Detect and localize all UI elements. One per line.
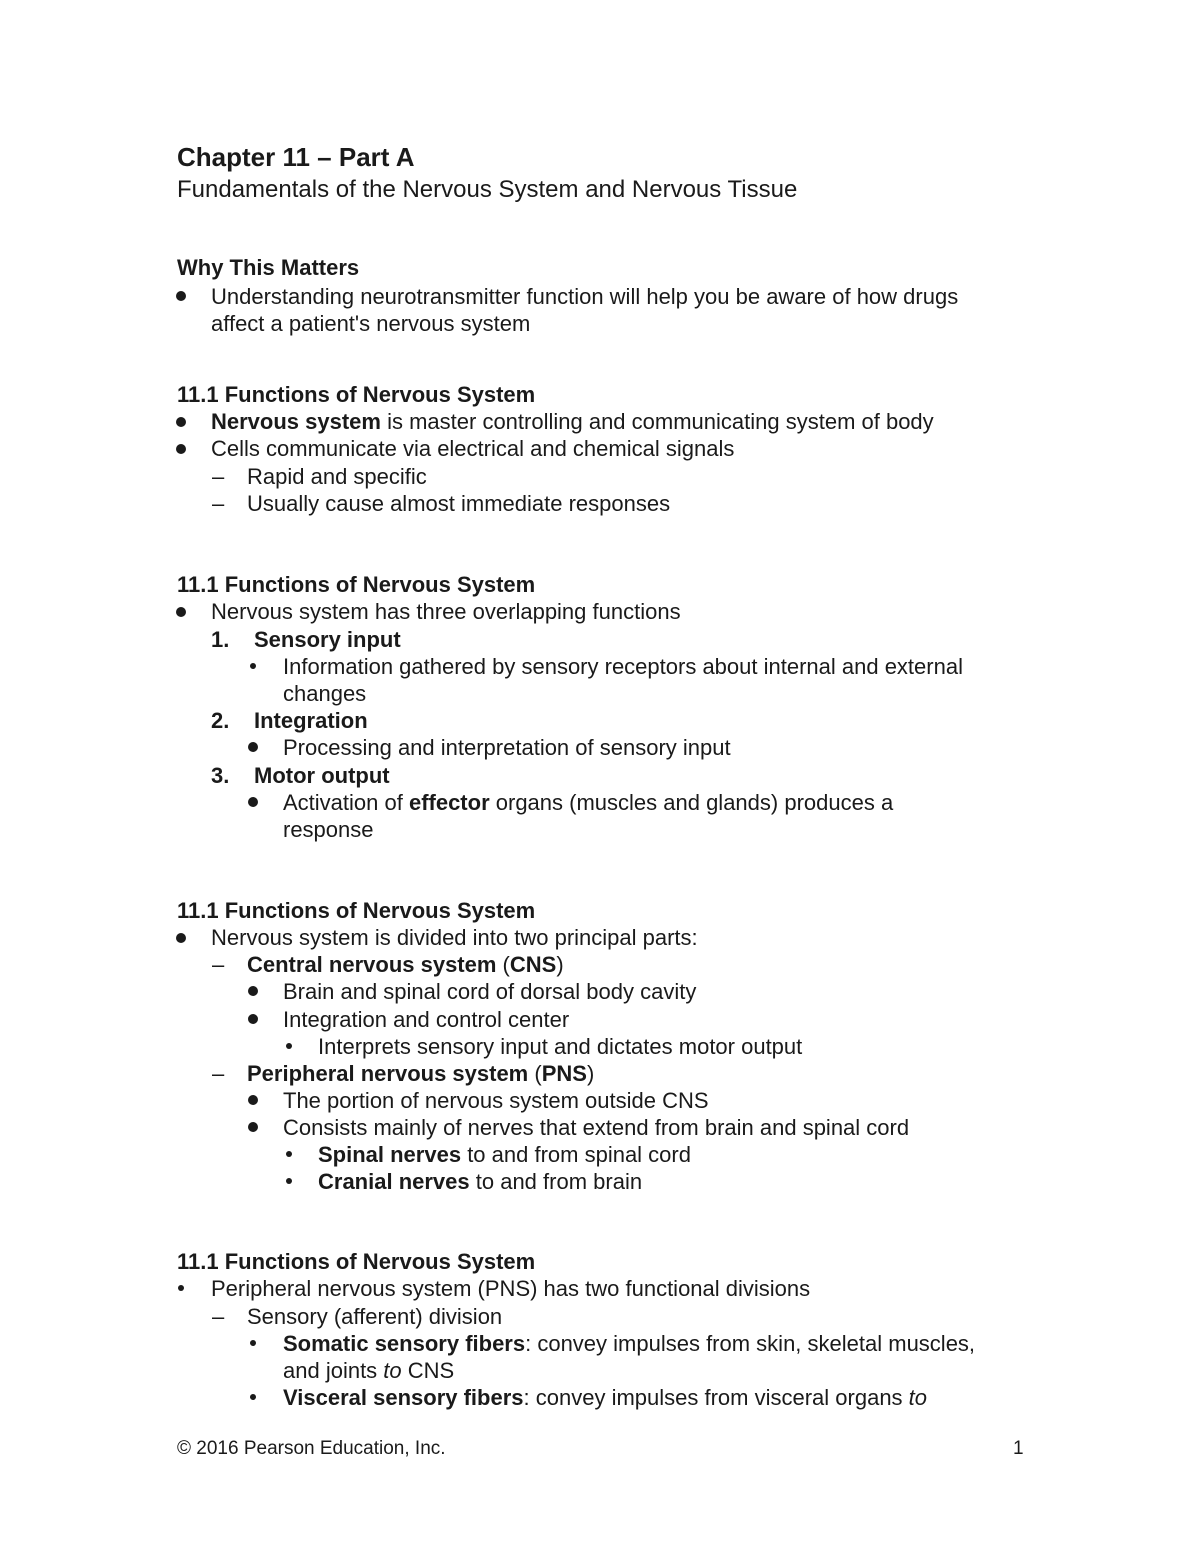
bullet-icon bbox=[176, 933, 186, 943]
page-number: 1 bbox=[1013, 1438, 1024, 1459]
s2-bullet-1: Nervous system has three overlapping functions bbox=[211, 599, 681, 624]
s1-dash-1: Rapid and specific bbox=[247, 464, 427, 489]
pns-sub-text: to and from brain bbox=[469, 1169, 643, 1194]
why-heading: Why This Matters bbox=[177, 255, 360, 280]
s4-bullet-1: Peripheral nervous system (PNS) has two functional divisions bbox=[211, 1276, 811, 1301]
term-spinal-nerves: Spinal nerves bbox=[318, 1142, 462, 1167]
small-bullet-icon bbox=[178, 1285, 184, 1291]
number-2: 2. bbox=[211, 708, 230, 733]
motor-output-text: Activation of bbox=[283, 790, 409, 815]
small-bullet-icon bbox=[250, 1394, 256, 1400]
visceral-text: : convey impulses from visceral organs bbox=[523, 1385, 909, 1410]
bullet-icon bbox=[248, 986, 258, 996]
pns-heading bbox=[247, 1061, 594, 1087]
abbr-pns: PNS bbox=[541, 1061, 587, 1086]
dash-icon: – bbox=[212, 952, 225, 977]
term-pns: Peripheral nervous system bbox=[247, 1061, 529, 1086]
term-visceral-sensory: Visceral sensory fibers bbox=[283, 1385, 524, 1410]
section-heading: 11.1 Functions of Nervous System bbox=[177, 382, 536, 407]
dash-icon: – bbox=[212, 1061, 225, 1086]
integration-desc: Processing and interpretation of sensory input bbox=[283, 735, 731, 760]
cns-bullet-1: Brain and spinal cord of dorsal body cavity bbox=[283, 979, 697, 1004]
sensory-input-desc-line2: changes bbox=[283, 681, 367, 706]
small-bullet-icon bbox=[286, 1151, 292, 1157]
motor-output-label: Motor output bbox=[254, 763, 390, 788]
s3-bullet-1: Nervous system is divided into two principal parts: bbox=[211, 925, 698, 950]
sensory-input-desc-line1: Information gathered by sensory receptors about internal and external bbox=[283, 654, 963, 679]
chapter-title: Chapter 11 – Part A bbox=[177, 142, 415, 172]
small-bullet-icon bbox=[250, 663, 256, 669]
pns-sub-bullet-1 bbox=[318, 1142, 691, 1168]
dash-icon: – bbox=[212, 464, 225, 489]
bullet-icon bbox=[176, 607, 186, 617]
paren: ( bbox=[496, 952, 510, 977]
emphasis-to: to bbox=[908, 1385, 928, 1410]
somatic-fibers-line2 bbox=[283, 1358, 454, 1384]
section-heading: 11.1 Functions of Nervous System bbox=[177, 1249, 536, 1274]
emphasis-to: to bbox=[383, 1358, 402, 1383]
bullet-icon bbox=[248, 1014, 258, 1024]
cns-bullet-2: Integration and control center bbox=[283, 1007, 570, 1032]
dash-icon: – bbox=[212, 1304, 225, 1329]
motor-output-text: organs (muscles and glands) produces a bbox=[489, 790, 894, 815]
number-1: 1. bbox=[211, 627, 230, 652]
bullet-icon bbox=[176, 291, 186, 301]
section-heading: 11.1 Functions of Nervous System bbox=[177, 572, 536, 597]
integration-label: Integration bbox=[254, 708, 368, 733]
term-effector: effector bbox=[408, 790, 490, 815]
somatic-text: CNS bbox=[401, 1358, 455, 1383]
why-bullet-line2: affect a patient's nervous system bbox=[211, 311, 531, 336]
pns-sub-text: to and from spinal cord bbox=[461, 1142, 691, 1167]
bullet-icon bbox=[248, 1095, 258, 1105]
paren: ( bbox=[528, 1061, 542, 1086]
term-cranial-nerves: Cranial nerves bbox=[318, 1169, 470, 1194]
s1-dash-2: Usually cause almost immediate responses bbox=[247, 491, 671, 516]
section-heading: 11.1 Functions of Nervous System bbox=[177, 898, 536, 923]
dash-icon: – bbox=[212, 491, 225, 516]
cns-sub-bullet: Interprets sensory input and dictates motor output bbox=[318, 1034, 803, 1059]
term-nervous-system: Nervous system bbox=[211, 409, 381, 434]
somatic-text: : convey impulses from skin, skeletal muscles, bbox=[525, 1331, 976, 1356]
sensory-input-label: Sensory input bbox=[254, 627, 401, 652]
why-bullet-line1: Understanding neurotransmitter function will help you be aware of how drugs bbox=[211, 284, 959, 309]
bullet-icon bbox=[176, 417, 186, 427]
s1-bullet-2: Cells communicate via electrical and chemical signals bbox=[211, 436, 735, 461]
chapter-subtitle: Fundamentals of the Nervous System and Nervous Tissue bbox=[177, 176, 798, 203]
small-bullet-icon bbox=[286, 1178, 292, 1184]
small-bullet-icon bbox=[250, 1340, 256, 1346]
somatic-text: and joints bbox=[283, 1358, 384, 1383]
bullet-icon bbox=[176, 444, 186, 454]
bullet-icon bbox=[248, 797, 258, 807]
abbr-cns: CNS bbox=[509, 952, 557, 977]
pns-bullet-1: The portion of nervous system outside CNS bbox=[283, 1088, 709, 1113]
small-bullet-icon bbox=[286, 1043, 292, 1049]
term-somatic-sensory: Somatic sensory fibers bbox=[283, 1331, 526, 1356]
s4-dash-1: Sensory (afferent) division bbox=[247, 1304, 503, 1329]
pns-bullet-2: Consists mainly of nerves that extend from brain and spinal cord bbox=[283, 1115, 910, 1140]
bullet-icon bbox=[248, 1122, 258, 1132]
bullet-icon bbox=[248, 742, 258, 752]
visceral-fibers-line1 bbox=[283, 1385, 927, 1411]
motor-output-desc-line1 bbox=[283, 790, 893, 816]
s1-bullet-1 bbox=[211, 409, 934, 435]
s1-bullet-1-text: is master controlling and communicating system of body bbox=[380, 409, 934, 434]
cns-heading bbox=[247, 952, 564, 978]
motor-output-desc-line2: response bbox=[283, 817, 374, 842]
copyright: © 2016 Pearson Education, Inc. bbox=[177, 1438, 446, 1459]
paren: ) bbox=[556, 952, 564, 977]
somatic-fibers-line1 bbox=[283, 1331, 975, 1357]
number-3: 3. bbox=[211, 763, 230, 788]
term-cns: Central nervous system bbox=[247, 952, 497, 977]
pns-sub-bullet-2 bbox=[318, 1169, 642, 1195]
paren: ) bbox=[586, 1061, 595, 1086]
